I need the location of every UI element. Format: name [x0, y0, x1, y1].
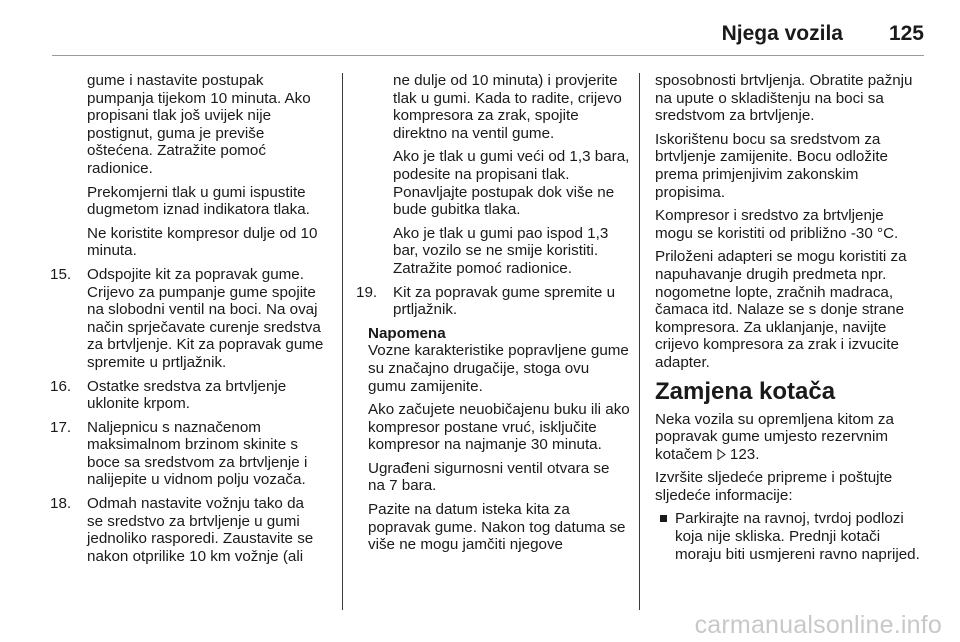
step-text: Ostatke sredstva za brtvljenje uklonite krpom. — [87, 377, 287, 413]
paragraph: Prekomjerni tlak u gumi ispustite dugmetom iznad indikatora tlaka. — [87, 183, 310, 219]
paragraph: gume i nastavite postupak pumpanja tijekom 10 minuta. Ako propisani tlak još uvijek nije postignut, guma je previše oštećena. Zatražite pomoć radionice. — [87, 72, 311, 177]
step-number: 19. — [356, 283, 378, 301]
paragraph-text: Neka vozila su opremljena kitom za popravak gume umjesto rezervnim kotačem — [655, 410, 894, 463]
note-paragraph: Vozne karakteristike popravljene gume su značajno drugačije, stoga ovu gumu zamijenite. — [368, 342, 629, 395]
bullet-square-icon — [660, 515, 667, 522]
paragraph: Ako je tlak u gumi veći od 1,3 bara, podesite na propisani tlak. Ponavljajte postupak dok više ne bude gubitka tlaka. — [393, 148, 630, 219]
paragraph: Ne koristite kompresor dulje od 10 minuta. — [87, 224, 318, 260]
step-16 — [50, 377, 324, 413]
column-middle — [356, 72, 630, 560]
paragraph: Priloženi adapteri se mogu koristiti za napuhavanje drugih predmeta npr. nogometne lopte, zračnih madraca, čamaca itd. Nalaze se s donje strane kompresora. Za uklanjanje, navijte crijevo kompresora za zrak i izvucite adapter. — [655, 248, 907, 371]
page-reference[interactable]: 123. — [729, 445, 760, 463]
bullet-text: Parkirajte na ravnoj, tvrdoj podlozi koja nije skliska. Prednji kotači moraju biti usmjereni ravno naprijed. — [675, 510, 920, 563]
column-right — [655, 72, 925, 567]
note-title: Napomena — [368, 324, 446, 342]
paragraph: sposobnosti brtvljenja. Obratite pažnju na upute o skladištenju na boci sa sredstvom za brtvljenje. — [655, 72, 913, 125]
header-rule — [52, 55, 924, 56]
column-divider — [639, 73, 640, 610]
page-number: 125 — [888, 22, 924, 45]
step-text: Odmah nastavite vožnju tako da se sredstvo za brtvljenje u gumi jednoliko rasporedi. Zaustavite se nakon otprilike 10 km vožnje (ali — [87, 495, 314, 565]
step-text: Naljepnicu s naznačenom maksimalnom brzinom skinite s boce sa sredstvom za brtvljenje i nalijepite u vidnom polju vozača. — [87, 418, 308, 489]
note-paragraph: Ugrađeni sigurnosni ventil otvara se na 7 bara. — [368, 459, 610, 495]
watermark: carmanualsonline.info — [694, 611, 942, 639]
bullet-item — [655, 510, 925, 563]
section-heading: Zamjena kotača — [655, 377, 836, 405]
step-17 — [50, 418, 324, 489]
step-text: Odspojite kit za popravak gume. Crijevo za pumpanje gume spojite na slobodni ventil na boci. Na ovaj način sprječavate curenje sredstva za brtvljenje. Kit za popravak gume spremite u prtljažnik. — [87, 265, 324, 371]
note-paragraph: Pazite na datum isteka kita za popravak gume. Nakon tog datuma se više ne mogu jamčiti njegove — [368, 501, 626, 554]
step-15 — [50, 265, 324, 372]
step-number: 17. — [50, 418, 72, 436]
step-number: 15. — [50, 265, 72, 283]
step-19 — [356, 283, 630, 319]
column-divider — [342, 73, 343, 610]
step-18 — [50, 495, 324, 565]
page-header — [0, 0, 960, 64]
paragraph-with-reference — [655, 411, 925, 464]
paragraph: Izvršite sljedeće pripreme i poštujte sljedeće informacije: — [655, 469, 893, 504]
column-left — [50, 72, 324, 571]
note-paragraph: Ako začujete neuobičajenu buku ili ako kompresor postane vruć, isključite kompresor na najmanje 30 minuta. — [368, 401, 630, 454]
paragraph: ne dulje od 10 minuta) i provjerite tlak u gumi. Kada to radite, crijevo kompresora za zrak, spojite direktno na ventil gume. — [393, 72, 622, 142]
step-text: Kit za popravak gume spremite u prtljažnik. — [393, 283, 616, 319]
step-number: 16. — [50, 377, 72, 395]
step-number: 18. — [50, 495, 72, 513]
paragraph: Kompresor i sredstvo za brtvljenje mogu se koristiti od približno -30 °C. — [655, 207, 899, 242]
paragraph: Iskorištenu bocu sa sredstvom za brtvljenje zamijenite. Bocu odložite prema primjenjivim zakonskim propisima. — [655, 130, 888, 201]
section-title: Njega vozila — [721, 22, 843, 45]
paragraph: Ako je tlak u gumi pao ispod 1,3 bar, vozilo se ne smije koristiti. Zatražite pomoć radionice. — [393, 224, 609, 277]
page-reference-arrow-icon — [717, 449, 726, 460]
